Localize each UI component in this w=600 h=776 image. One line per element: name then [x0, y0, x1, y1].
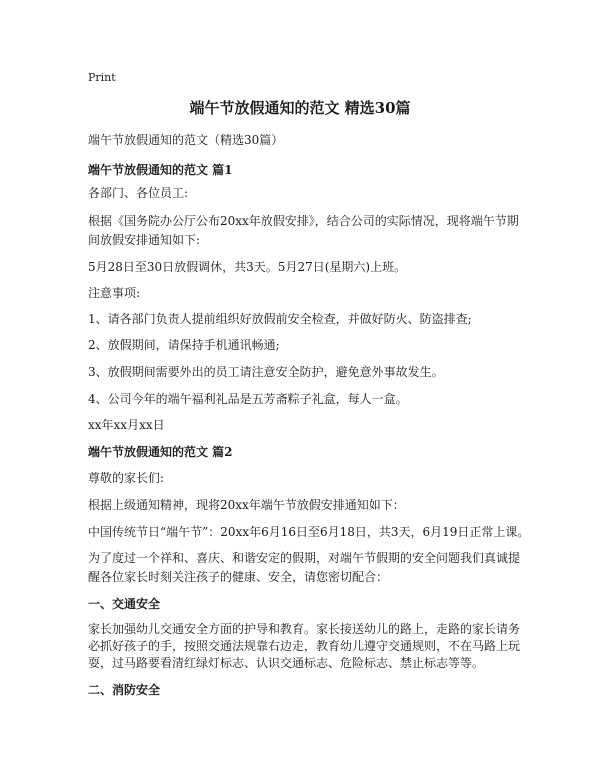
- traffic-safety-line: 家长加强幼儿交通安全方面的护导和教育。家长接送幼儿的路上，走路的家长请务: [88, 622, 521, 636]
- print-link[interactable]: Print: [88, 71, 116, 84]
- section2-holiday-dates: 中国传统节日“端午节”：20xx年6月16日至6月18日，共3天，6月19日正常上课。: [88, 525, 530, 539]
- section1-note-item: 2、放假期间，请保持手机通讯畅通;: [88, 338, 280, 352]
- traffic-safety-line: 必抓好孩子的手，按照交通法规靠右边走，教育幼儿遵守交通规则，不在马路上玩: [88, 639, 521, 653]
- section1-greeting: 各部门、各位员工:: [88, 186, 189, 200]
- section1-notes-label: 注意事项:: [88, 286, 141, 300]
- section1-note-item: 3、放假期间需要外出的员工请注意安全防护，避免意外事故发生。: [88, 365, 444, 379]
- document-subtitle: 端午节放假通知的范文（精选30篇）: [88, 133, 284, 147]
- section2-reminder: [88, 549, 528, 587]
- section2-reminder-line: 醒各位家长时刻关注孩子的健康、安全，请您密切配合：: [88, 570, 389, 584]
- section2-reminder-line: 为了度过一个祥和、喜庆、和谐安定的假期，对端午节假期的安全问题我们真诚提: [88, 551, 521, 565]
- section1-intro-line: 根据《国务院办公厅公布20xx年放假安排》，结合公司的实际情况，现将端午节期: [88, 214, 519, 228]
- traffic-safety-line: 耍，过马路要看清红绿灯标志、认识交通标志、危险标志、禁止标志等等。: [88, 656, 485, 670]
- page-title: 端午节放假通知的范文 精选30篇: [189, 99, 411, 117]
- section1-schedule: 5月28日至30日放假调休，共3天。5月27日(星期六)上班。: [88, 260, 407, 274]
- section1-intro: [88, 212, 528, 250]
- section1-date: xx年xx月xx日: [88, 418, 165, 432]
- section1-note-item: 4、公司今年的端午福利礼品是五芳斋粽子礼盒，每人一盒。: [88, 392, 408, 406]
- section2-heading: 端午节放假通知的范文 篇2: [88, 445, 233, 459]
- section1-intro-line: 间放假安排通知如下:: [88, 233, 201, 247]
- section1-note-item: 1、请各部门负责人提前组织好放假前安全检查，并做好防火、防盗排查;: [88, 312, 472, 326]
- traffic-safety-heading: 一、交通安全: [88, 597, 161, 611]
- section2-intro: 根据上级通知精神，现将20xx年端午节放假安排通知如下：: [88, 498, 405, 512]
- section2-greeting: 尊敬的家长们:: [88, 471, 165, 485]
- traffic-safety-paragraph: [88, 621, 528, 672]
- fire-safety-heading: 二、消防安全: [88, 683, 161, 697]
- section1-heading: 端午节放假通知的范文 篇1: [88, 163, 233, 177]
